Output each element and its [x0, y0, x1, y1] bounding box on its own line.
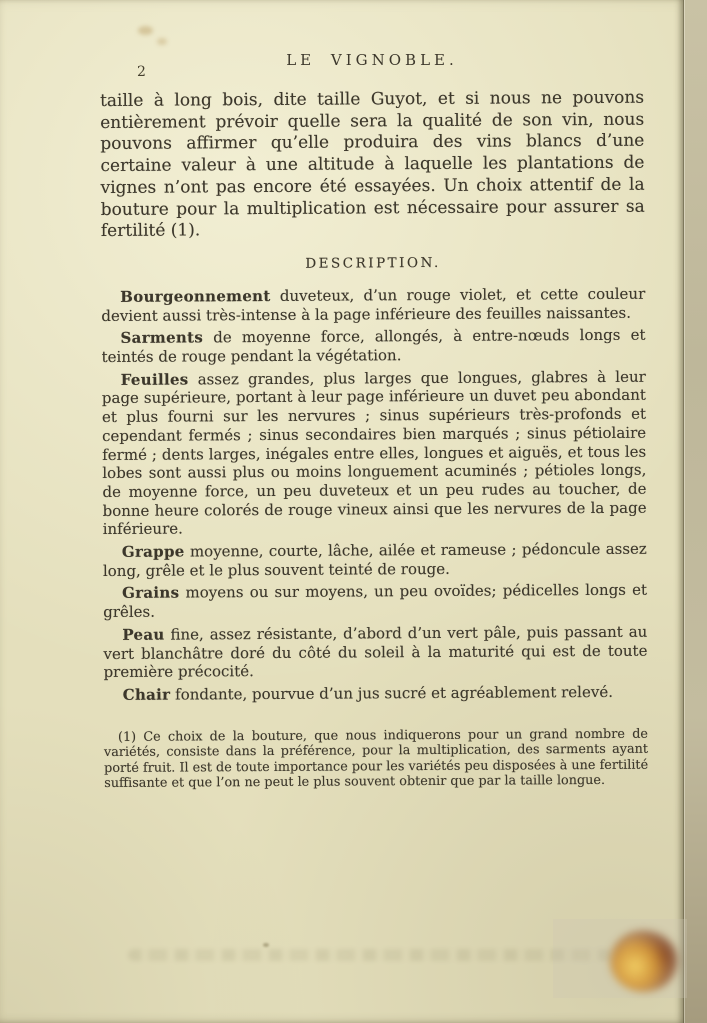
entry-bourgeonnement	[101, 285, 645, 326]
entry-term: Grappe	[121, 542, 185, 561]
entry-text: de moyenne force, allongés, à entre-nœuds longs et teintés de rouge pendant la végétation.	[101, 326, 646, 367]
entry-text: moyens ou sur moyens, un peu ovoïdes; pédicelles longs et grêles.	[103, 581, 648, 622]
section-heading: DESCRIPTION.	[305, 254, 441, 272]
entry-chair	[104, 683, 648, 705]
stain-glow-blob	[610, 930, 678, 992]
footnote: (1) Ce choix de la bouture, que nous indiquerons pour un grand nombre de variétés, consiste dans la préférence, pour la multiplication, des sarments ayant porté fruit. Il est de toute importance pour les variétés peu disposées à une fertilité suffisante et que l’on ne peut le plus souvent obtenir que par la taille longue.	[103, 726, 649, 792]
entry-term: Chair	[122, 685, 171, 704]
entry-text: assez grandes, plus larges que longues, glabres à leur page supérieure, portant à leur page inférieure un duvet peu abondant et plus fourni sur les nervures ; sinus supérieurs très-profonds et cependant fermés ; sinus secondaires bien marqués ; sinus pétiolaire fermé ; dents larges, inégales entre elles, longues et aiguës, et tous les lobes sont aussi plus ou moins longuement acuminés ; pétioles longs, de moyenne force, un peu duveteux et un peu rudes au toucher, de bonne heure colorés de rouge vineux ainsi que les nervures de la page inférieure.	[101, 367, 647, 539]
entry-feuilles	[102, 367, 647, 539]
page-number: 2	[137, 64, 146, 80]
page-edge-strip	[684, 0, 707, 1023]
entry-term: Peau	[122, 625, 165, 644]
entry-text: duveteux, d’un rouge violet, et cette couleur devient aussi très-intense à la page inférieure des feuilles naissantes.	[101, 284, 646, 325]
entry-term: Bourgeonnement	[120, 286, 271, 306]
intro-paragraph: taille à long bois, dite taille Guyot, et si nous ne pouvons entièrement prévoir quelle sera la qualité de son vin, nous pouvons affirmer qu’elle produira des vins blancs d’une certaine valeur à une altitude à laquelle les plantations de vignes n’ont pas encore été essayées. Un choix attentif de la bouture pour la multiplication est nécessaire pour assurer sa fertilité (1).	[100, 87, 645, 242]
entry-text: fine, assez résistante, d’abord d’un vert pâle, puis passant au vert blanchâtre doré du côté du soleil à la maturité qui est de toute première précocité.	[103, 622, 648, 682]
entry-peau	[103, 623, 647, 682]
entry-text: fondante, pourvue d’un jus sucré et agréablement relevé.	[170, 682, 614, 704]
entry-term: Grains	[122, 583, 180, 603]
paper-stain	[157, 38, 167, 45]
text-column	[100, 88, 648, 792]
entry-sarments	[101, 326, 645, 367]
entry-term: Sarments	[120, 328, 204, 348]
running-header: LE VIGNOBLE.	[286, 51, 458, 69]
entry-grains	[103, 581, 647, 622]
paper-stain	[138, 26, 153, 35]
entry-text: moyenne, courte, lâche, ailée et rameuse ; pédoncule assez long, grêle et le plus souvent teinté de rouge.	[102, 539, 647, 580]
entry-grappe	[103, 540, 647, 581]
paper-stain	[263, 943, 269, 947]
entry-term: Feuilles	[120, 370, 189, 389]
